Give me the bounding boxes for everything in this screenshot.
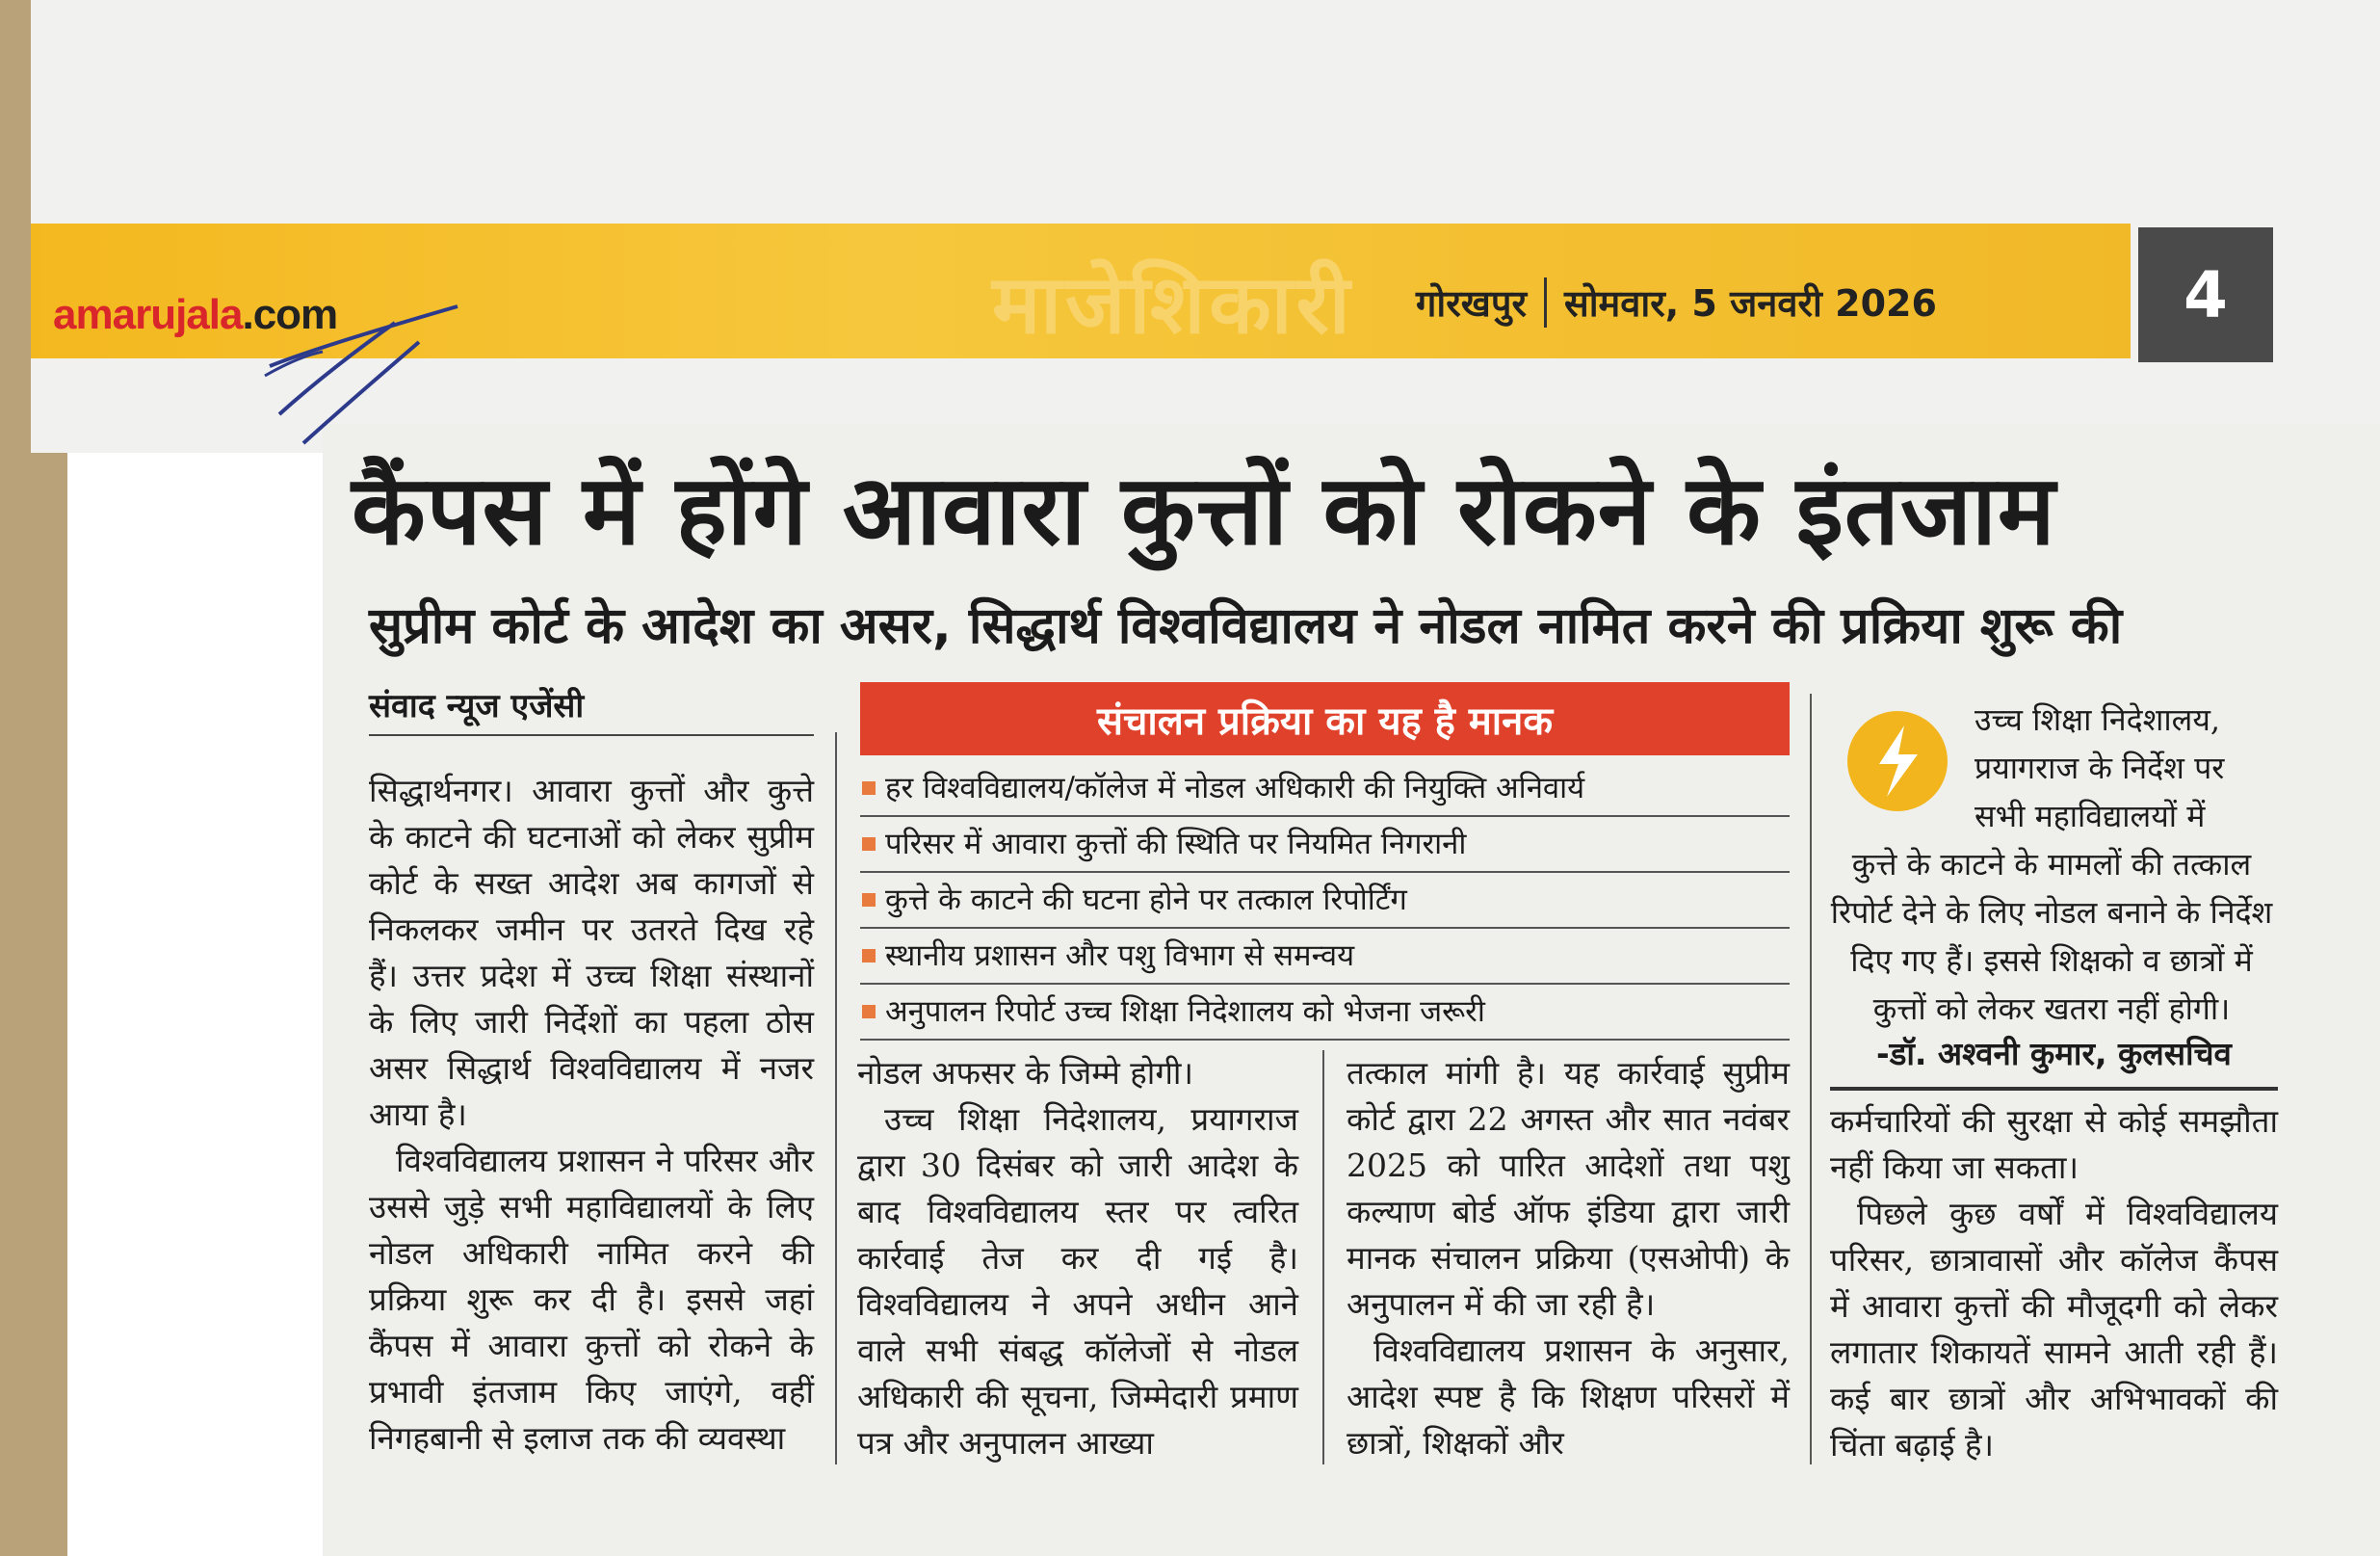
column-rule-1 (835, 732, 837, 1464)
column-rule-3 (1810, 694, 1812, 1464)
bullet-square-icon (862, 893, 876, 907)
page-number: 4 (2138, 227, 2273, 362)
issue-date: सोमवार, 5 जनवरी 2026 (1564, 282, 1937, 325)
quote-rule (1830, 1087, 2278, 1091)
dateline-divider (1544, 277, 1547, 328)
article-column-1 (369, 768, 814, 1462)
bullet-square-icon (862, 1005, 876, 1018)
masthead-ghost-text: माजेशिकारी (992, 257, 1354, 352)
article-column-3 (1347, 1050, 1790, 1466)
standards-list-item: हर विश्वविद्यालय/कॉलेज में नोडल अधिकारी की नियुक्ति अनिवार्य (860, 761, 1790, 817)
quote-block (1830, 696, 2273, 1033)
standards-list-item: अनुपालन रिपोर्ट उच्च शिक्षा निदेशालय को भेजना जरूरी (860, 985, 1790, 1041)
dateline (1416, 277, 1937, 328)
column-4-paragraph-1: कर्मचारियों की सुरक्षा से कोई समझौता नहीं किया जा सकता। (1830, 1102, 2278, 1186)
standards-list-item: स्थानीय प्रशासन और पशु विभाग से समन्वय (860, 929, 1790, 985)
quote-text-bottom: कुत्ते के काटने के मामलों की तत्काल रिपोर्ट देने के लिए नोडल बनाने के निर्देश दिए गए हैं। इससे शिक्षको व छात्रों में कुत्तों को लेकर खतरा नहीं होगी। (1830, 846, 2273, 1027)
bullet-square-icon (862, 837, 876, 851)
column-rule-2 (1322, 1050, 1324, 1464)
column-4-paragraph-2: पिछले कुछ वर्षों में विश्वविद्यालय परिसर, छात्रावासों और कॉलेज कैंपस में आवारा कुत्तों की मौजूदगी को लेकर लगातार शिकायतें सामने आती रही हैं। कई बार छात्रों और अभिभावकों की चिंता बढ़ाई है। (1830, 1195, 2278, 1464)
standards-list-item: परिसर में आवारा कुत्तों की स्थिति पर नियमित निगरानी (860, 817, 1790, 873)
byline-rule (369, 734, 814, 736)
column-1-paragraph-2: विश्वविद्यालय प्रशासन ने परिसर और उससे जुड़े सभी महाविद्यालयों के लिए नोडल अधिकारी नामित करने की प्रक्रिया शुरू कर दी है। इससे जहां कैंपस में आवारा कुत्तों को रोकने के प्रभावी इंतजाम किए जाएंगे, वहीं निगहबानी से इलाज तक की व्यवस्था (369, 1142, 814, 1457)
standards-list (860, 761, 1790, 1041)
column-2-paragraph-2: उच्च शिक्षा निदेशालय, प्रयागराज द्वारा 30 दिसंबर को जारी आदेश के बाद विश्वविद्यालय स्तर पर त्वरित कार्रवाई तेज कर दी गई है। विश्वविद्यालय ने अपने अधीन आने वाले सभी संबद्ध कॉलेजों से नोडल अधिकारी की सूचना, जिम्मेदारी प्रमाण पत्र और अनुपालन आख्या (857, 1100, 1298, 1462)
headline: कैंपस में होंगे आवारा कुत्तों को रोकने के इंतजाम (352, 454, 2056, 567)
quote-attribution: -डॉ. अश्वनी कुमार, कुलसचिव (1876, 1035, 2232, 1072)
standards-box-title: संचालन प्रक्रिया का यह है मानक (860, 682, 1790, 755)
subheadline: सुप्रीम कोर्ट के आदेश का असर, सिद्धार्थ विश्वविद्यालय ने नोडल नामित करने की प्रक्रिया शुरू की (369, 597, 2123, 655)
column-3-paragraph-1: तत्काल मांगी है। यह कार्रवाई सुप्रीम कोर्ट द्वारा 22 अगस्त और सात नवंबर 2025 को पारित आदेशों तथा पशु कल्याण बोर्ड ऑफ इंडिया द्वारा जारी मानक संचालन प्रक्रिया (एसओपी) के अनुपालन में की जा रही है। (1347, 1054, 1790, 1323)
standards-list-item: कुत्ते के काटने की घटना होने पर तत्काल रिपोर्टिंग (860, 873, 1790, 929)
column-1-paragraph-1: सिद्धार्थनगर। आवारा कुत्तों और कुत्ते के काटने की घटनाओं को लेकर सुप्रीम कोर्ट के सख्त आदेश अब कागजों से निकलकर जमीन पर उतरते दिख रहे हैं। उत्तर प्रदेश में उच्च शिक्षा संस्थानों के लिए जारी निर्देशों का पहला ठोस असर सिद्धार्थ विश्वविद्यालय में नजर आया है। (369, 772, 814, 1133)
column-2-paragraph-1: नोडल अफसर के जिम्मे होगी। (857, 1054, 1193, 1092)
pen-mark-icon (260, 289, 472, 453)
article-column-2 (857, 1050, 1298, 1466)
city-name: गोरखपुर (1416, 282, 1527, 325)
bullet-square-icon (862, 781, 876, 795)
bullet-square-icon (862, 949, 876, 963)
article-column-4 (1830, 1098, 2278, 1468)
column-3-paragraph-2: विश्वविद्यालय प्रशासन के अनुसार, आदेश स्पष्ट है कि शिक्षण परिसरों में छात्रों, शिक्षकों और (1347, 1332, 1790, 1462)
quote-text-top: उच्च शिक्षा निदेशालय, प्रयागराज के निर्देश पर सभी महाविद्यालयों में (1975, 701, 2225, 834)
byline: संवाद न्यूज एजेंसी (369, 687, 585, 725)
brand-logo: amarujala.com (53, 291, 338, 338)
